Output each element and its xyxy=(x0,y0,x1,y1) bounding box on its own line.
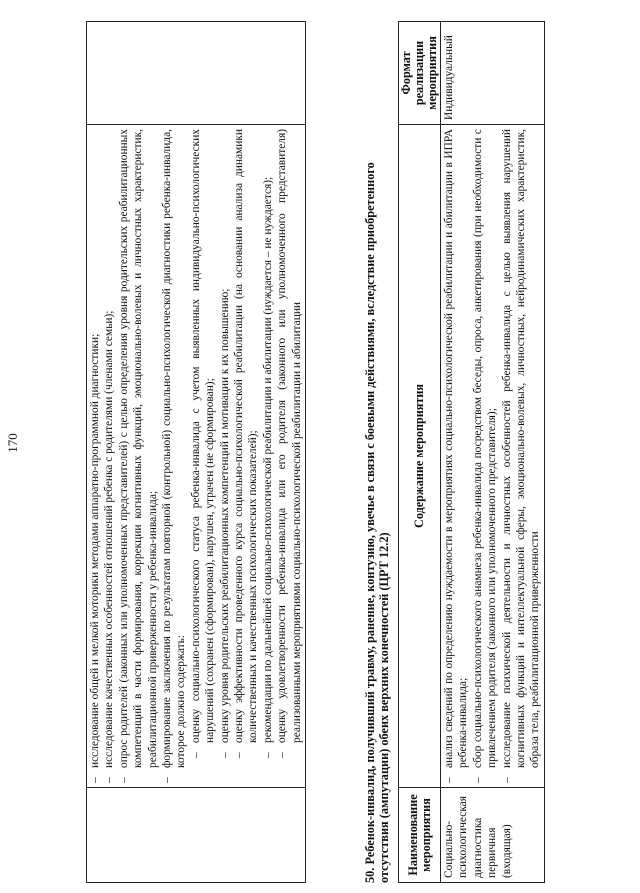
list-item: – исследование качественных особенностей отношений ребенка с родителями (членами семьи); xyxy=(103,310,116,783)
table-cell-content xyxy=(441,125,545,788)
table-cell-format: Индивидуальный xyxy=(441,22,545,125)
list-item: – анализ сведений по определению нуждаемости в мероприятиях социально-психологической реабилитации и абилитации в ИПРА ребенка-инвалида; xyxy=(443,129,470,783)
list-subitem: – оценку эффективности проведенного курса социально-психологической реабилитации (на основании анализа динамики количественных и качественных психологических показателей); xyxy=(233,129,260,758)
table-row xyxy=(441,22,545,883)
section-heading xyxy=(363,21,391,883)
table-cell-format xyxy=(87,22,306,125)
table-header-row xyxy=(399,22,441,883)
list-item: – исследование психической деятельности и личностных особенностей ребенка-инвалида с целью выявления нарушений когнитивных функций и интеллектуальной сферы, эмоционально-волевых, личностных, нейродинамических характеристик, образа тела, реабилитационной приверженности xyxy=(500,129,542,783)
header-content: Содержание мероприятия xyxy=(399,125,441,788)
table-continued xyxy=(86,21,306,883)
list-subitem: – рекомендации по дальнейшей социально-психологической реабилитации и абилитации (нуждается – не нуждается); xyxy=(261,176,274,758)
section-heading-line: отсутствия (ампутации) обеих верхних конечностей (ЦРТ 12.2) xyxy=(377,532,391,883)
list-item: – исследование общей и мелкой моторики методами аппаратно-программной диагностики; xyxy=(89,333,101,783)
section-heading-line: 50. Ребенок-инвалид, получивший травму, ранение, контузию, увечье в связи с боевыми действиями, вследствие приобретенного xyxy=(363,162,377,883)
table-cell-name: Социально-психологическая диагностика первичная (входящая) xyxy=(441,788,545,883)
list-subitem: – оценку социально-психологического статуса ребенка-инвалида с учетом выявленных индивидуально-психологических нарушений (сохранен (сформирован), нарушен, утрачен (не сформирован); xyxy=(189,129,217,758)
table-cell-content xyxy=(87,125,306,788)
list-subitem: – оценку удовлетворенности ребенка-инвалида или его родителя (законного или уполномоченного представителя) реализованными мероприятиями социально-психологической реабилитации и абилитации xyxy=(276,129,303,758)
list-item: – опрос родителей (законных или уполномоченных представителей) с целью определения уровня родительских реабилитационных компетенций в части формирования, коррекции когнитивных функций, эмоционально-волевых и личностных характеристик, реабилитационной приверженности у ребенка-инвалида; xyxy=(117,129,159,783)
header-name: Наименование мероприятия xyxy=(399,788,441,883)
list-subitem: – оценку уровня родительских реабилитационных компетенций и мотивации к их повышению; xyxy=(218,288,231,758)
table-section-50 xyxy=(398,21,545,883)
table-row xyxy=(87,22,306,883)
table-cell-name xyxy=(87,788,306,883)
page-number: 170 xyxy=(5,433,20,453)
list-item: – формирование заключения по результатам повторной (контрольной) социально-психологической диагностики ребенка-инвалида, которое должно содержать: xyxy=(161,129,188,783)
list-item: – сбор социально-психологического анамнеза ребенка-инвалида посредством беседы, опроса, анкетирования (при необходимости с привлечением родителя (законного или уполномоченного представителя); xyxy=(471,129,499,783)
header-format: Формат реализации мероприятия xyxy=(399,22,441,125)
